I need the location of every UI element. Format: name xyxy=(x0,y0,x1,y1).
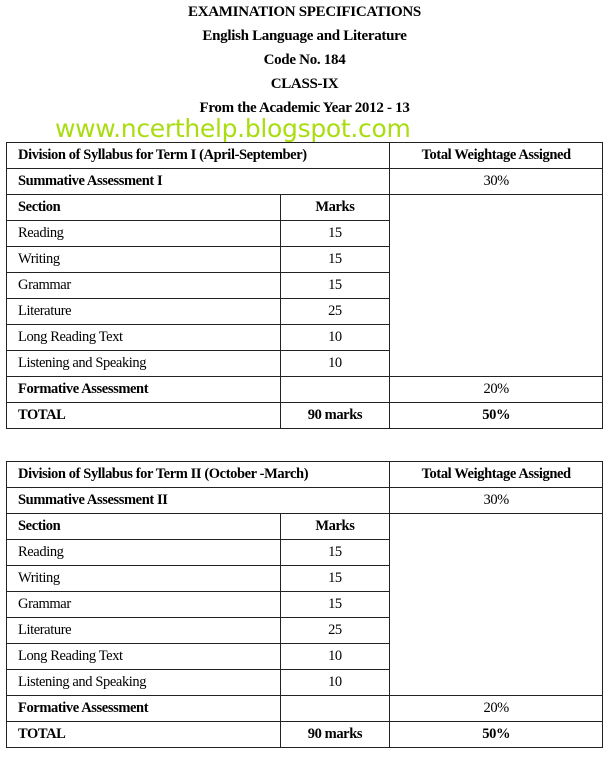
section-marks: 15 xyxy=(280,566,390,592)
blank-cell xyxy=(390,514,603,696)
section-name: Long Reading Text xyxy=(7,644,281,670)
heading-row xyxy=(7,462,603,488)
summative-row xyxy=(7,169,603,195)
section-name: Literature xyxy=(7,299,281,325)
formative-weight: 20% xyxy=(390,377,603,403)
formative-row xyxy=(7,696,603,722)
empty-cell xyxy=(280,696,390,722)
section-header: Section xyxy=(7,195,281,221)
summative-weight: 30% xyxy=(390,488,603,514)
section-header-row xyxy=(7,195,603,221)
formative-row xyxy=(7,377,603,403)
total-label: TOTAL xyxy=(7,403,281,429)
title-line: From the Academic Year 2012 - 13 xyxy=(199,100,410,116)
section-header: Section xyxy=(7,514,281,540)
heading-row xyxy=(7,143,603,169)
section-name: Writing xyxy=(7,247,281,273)
section-name: Listening and Speaking xyxy=(7,670,281,696)
section-marks: 15 xyxy=(280,221,390,247)
marks-header: Marks xyxy=(280,514,390,540)
title-line: EXAMINATION SPECIFICATIONS xyxy=(188,4,421,20)
summative-row xyxy=(7,488,603,514)
term-table xyxy=(6,461,603,748)
blank-cell xyxy=(390,195,603,377)
total-row xyxy=(7,722,603,748)
total-row xyxy=(7,403,603,429)
total-label: TOTAL xyxy=(7,722,281,748)
title-line: Code No. 184 xyxy=(263,52,346,68)
total-marks: 90 marks xyxy=(280,722,390,748)
total-weight: 50% xyxy=(390,722,603,748)
section-name: Long Reading Text xyxy=(7,325,281,351)
section-marks: 25 xyxy=(280,618,390,644)
weightage-heading: Total Weightage Assigned xyxy=(390,143,603,169)
empty-cell xyxy=(280,377,390,403)
section-name: Literature xyxy=(7,618,281,644)
watermark: www.ncerthelp.blogspot.com xyxy=(55,114,411,143)
section-name: Writing xyxy=(7,566,281,592)
section-name: Reading xyxy=(7,540,281,566)
summative-label: Summative Assessment I xyxy=(7,169,390,195)
section-marks: 10 xyxy=(280,670,390,696)
total-weight: 50% xyxy=(390,403,603,429)
section-marks: 10 xyxy=(280,644,390,670)
summative-label: Summative Assessment II xyxy=(7,488,390,514)
document-titles xyxy=(0,0,609,120)
summative-weight: 30% xyxy=(390,169,603,195)
section-marks: 15 xyxy=(280,540,390,566)
formative-label: Formative Assessment xyxy=(7,696,281,722)
section-marks: 15 xyxy=(280,592,390,618)
section-name: Listening and Speaking xyxy=(7,351,281,377)
formative-label: Formative Assessment xyxy=(7,377,281,403)
section-header-row xyxy=(7,514,603,540)
marks-header: Marks xyxy=(280,195,390,221)
section-marks: 25 xyxy=(280,299,390,325)
section-marks: 10 xyxy=(280,351,390,377)
weightage-heading: Total Weightage Assigned xyxy=(390,462,603,488)
term-table xyxy=(6,142,603,429)
term-heading: Division of Syllabus for Term II (October -March) xyxy=(7,462,390,488)
title-line: CLASS-IX xyxy=(270,76,339,92)
section-marks: 10 xyxy=(280,325,390,351)
section-marks: 15 xyxy=(280,247,390,273)
term-heading: Division of Syllabus for Term I (April-September) xyxy=(7,143,390,169)
title-line: English Language and Literature xyxy=(202,28,407,44)
section-name: Reading xyxy=(7,221,281,247)
formative-weight: 20% xyxy=(390,696,603,722)
section-name: Grammar xyxy=(7,592,281,618)
total-marks: 90 marks xyxy=(280,403,390,429)
section-marks: 15 xyxy=(280,273,390,299)
section-name: Grammar xyxy=(7,273,281,299)
